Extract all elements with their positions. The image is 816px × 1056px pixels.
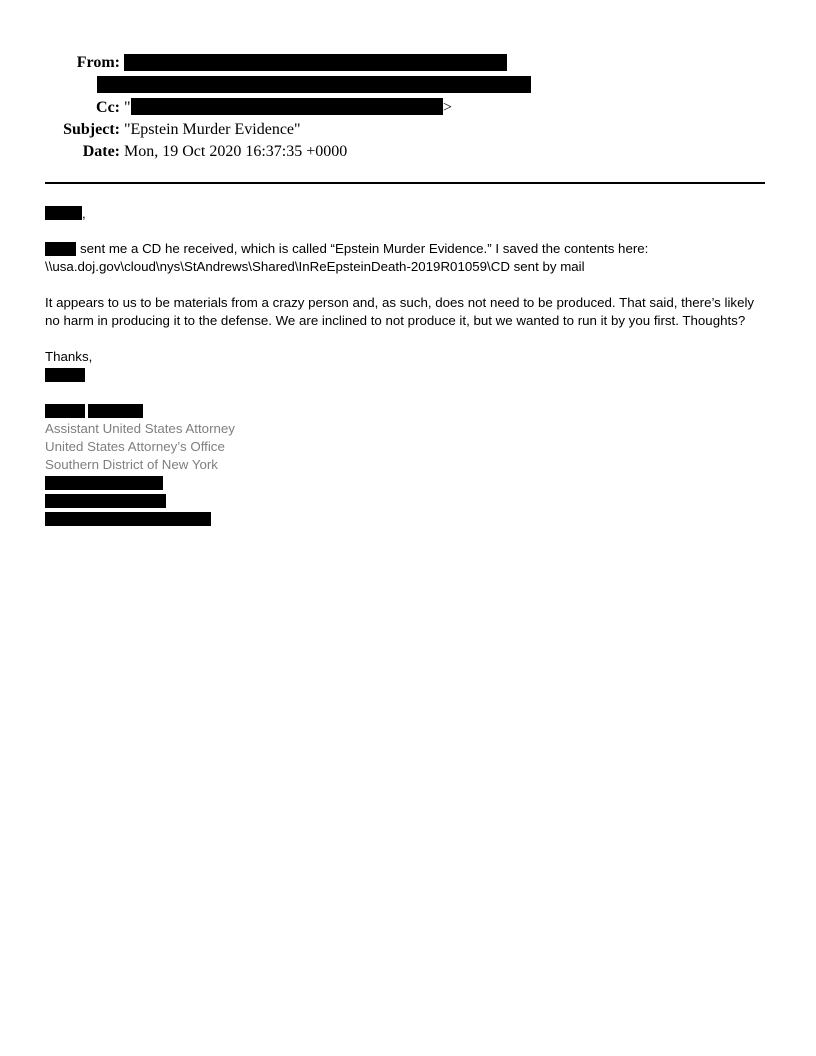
header-divider: [45, 182, 765, 184]
redacted-contact-line1: [45, 476, 163, 490]
redacted-recipient-name: [45, 206, 82, 220]
redacted-sender-name: [45, 242, 76, 256]
date-label: Date:: [82, 143, 120, 160]
paragraph1-path: \\usa.doj.gov\cloud\nys\StAndrews\Shared\InReEpsteinDeath-2019R01059\CD sent by mail: [45, 259, 585, 274]
redacted-contact-line3: [45, 512, 211, 526]
from-label: From:: [76, 54, 120, 71]
redacted-signer-first-name: [45, 368, 85, 382]
cc-open-quote: ": [124, 99, 131, 116]
redacted-from-line1: [124, 54, 507, 71]
greeting-comma: ,: [82, 206, 86, 221]
signature-title: Assistant United States Attorney: [45, 421, 235, 436]
redacted-from-line2: [97, 76, 531, 93]
subject-label: Subject:: [63, 121, 120, 138]
paragraph2-line1: It appears to us to be materials from a crazy person and, as such, does not need to be produced. That said, there’s likely: [45, 295, 755, 310]
redacted-signer-name-part1: [45, 404, 85, 418]
signature-office: United States Attorney’s Office: [45, 439, 225, 454]
date-value: Mon, 19 Oct 2020 16:37:35 +0000: [124, 143, 348, 160]
redacted-contact-line2: [45, 494, 166, 508]
closing: Thanks,: [45, 349, 93, 364]
cc-label: Cc:: [96, 99, 120, 116]
signature-district: Southern District of New York: [45, 457, 218, 472]
cc-close-bracket: >: [443, 99, 453, 116]
paragraph1-line1: sent me a CD he received, which is called “Epstein Murder Evidence.” I saved the contents here:: [80, 241, 649, 256]
subject-value: "Epstein Murder Evidence": [124, 121, 301, 138]
paragraph2-line2: no harm in producing it to the defense. We are inclined to not produce it, but we wanted to run it by you first. Thoughts?: [45, 313, 746, 328]
redacted-signer-name-part2: [88, 404, 143, 418]
redacted-cc: [131, 98, 443, 115]
